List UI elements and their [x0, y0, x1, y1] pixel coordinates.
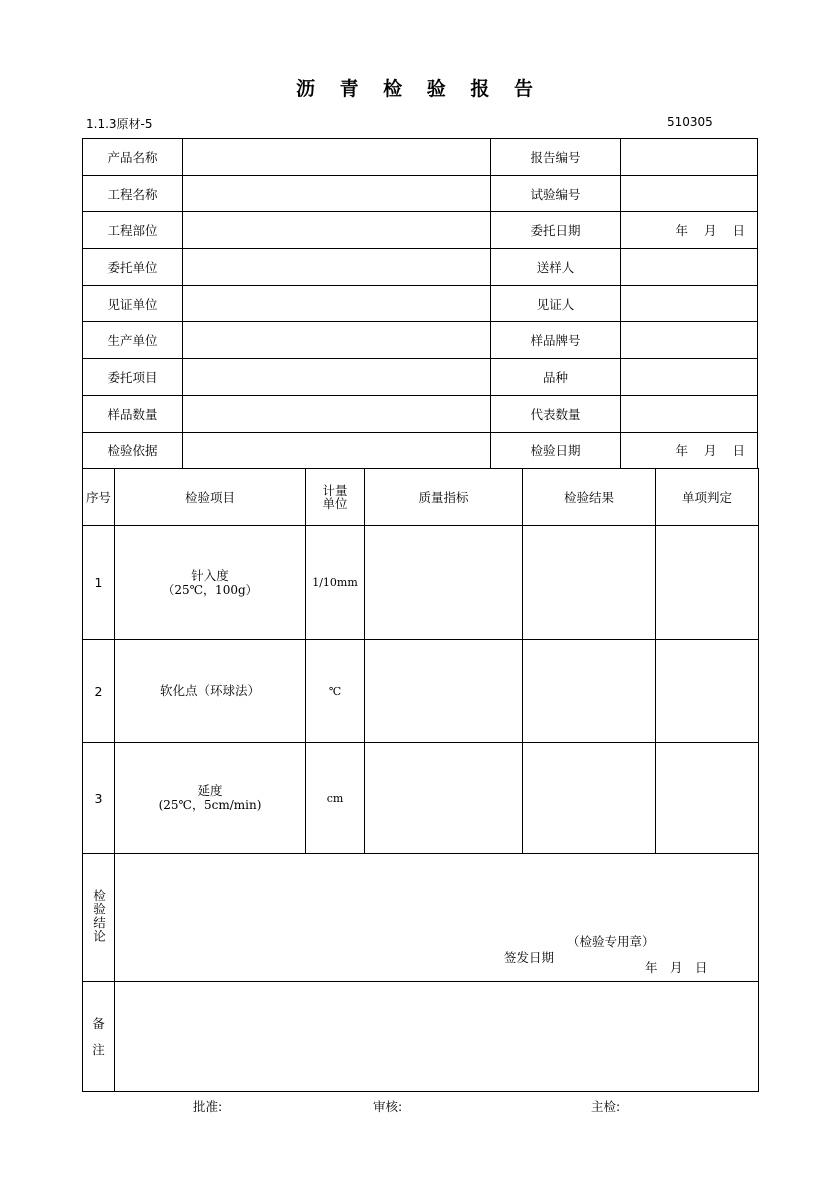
- info-label: 产品名称: [83, 139, 183, 176]
- info-label: 生产单位: [83, 322, 183, 359]
- day: 日: [732, 443, 745, 459]
- conclusion-label-cell: [83, 854, 115, 982]
- standard-field[interactable]: [365, 526, 523, 640]
- header-standard: 质量指标: [365, 469, 523, 526]
- test-row: [83, 526, 759, 640]
- remarks-field[interactable]: [115, 982, 759, 1092]
- info-value-field[interactable]: [183, 395, 491, 432]
- test-item: [115, 526, 306, 640]
- remarks-label-2: 注: [92, 1041, 105, 1057]
- info-row: [83, 212, 758, 249]
- conclusion-field[interactable]: [115, 854, 759, 982]
- info-row: [83, 139, 758, 176]
- info-value-field[interactable]: [621, 285, 758, 322]
- info-table: [82, 138, 758, 469]
- info-label: 见证人: [491, 285, 621, 322]
- conclusion-label: 检验结论: [91, 889, 107, 943]
- test-table: [82, 468, 759, 1092]
- info-label: 检验依据: [83, 432, 183, 469]
- standard-field[interactable]: [365, 640, 523, 743]
- test-item-condition: (25℃，5cm/min): [158, 798, 262, 812]
- header-result: 检验结果: [523, 469, 656, 526]
- info-value-field[interactable]: [183, 322, 491, 359]
- info-label: 代表数量: [491, 395, 621, 432]
- form-code: 1.1.3原材-5: [86, 117, 153, 131]
- info-row: [83, 322, 758, 359]
- month: 月: [703, 443, 717, 459]
- info-label: 报告编号: [491, 139, 621, 176]
- approve-label: 批准:: [193, 1099, 223, 1114]
- page-title: 沥 青 检 验 报 告: [295, 78, 543, 100]
- test-item-name: 针入度: [191, 567, 229, 583]
- test-unit: ℃: [306, 640, 365, 743]
- judgement-field[interactable]: [656, 526, 759, 640]
- info-value-field[interactable]: [183, 249, 491, 286]
- info-row: [83, 285, 758, 322]
- test-item-name: 延度: [197, 783, 223, 798]
- header-judgement: 单项判定: [656, 469, 759, 526]
- info-value-field[interactable]: [183, 175, 491, 212]
- date-field[interactable]: [621, 212, 758, 249]
- info-label: 试验编号: [491, 175, 621, 212]
- header-no: 序号: [83, 469, 115, 526]
- info-value-field[interactable]: [621, 322, 758, 359]
- info-label: 见证单位: [83, 285, 183, 322]
- result-field[interactable]: [523, 526, 656, 640]
- test-item: [115, 743, 306, 854]
- test-unit: 1/10mm: [306, 526, 365, 640]
- info-row: [83, 432, 758, 469]
- test-item: [115, 640, 306, 743]
- test-unit: cm: [306, 743, 365, 854]
- day: 日: [732, 223, 745, 239]
- inspector-label: 主检:: [591, 1099, 621, 1114]
- judgement-field[interactable]: [656, 640, 759, 743]
- info-label: 送样人: [491, 249, 621, 286]
- header-unit-1: 计量: [322, 483, 348, 498]
- info-row: [83, 359, 758, 396]
- header-unit-2: 单位: [322, 496, 348, 511]
- conclusion-row: [83, 854, 759, 982]
- info-label: 品种: [491, 359, 621, 396]
- info-label: 工程部位: [83, 212, 183, 249]
- header-unit: [306, 469, 365, 526]
- info-value-field[interactable]: [621, 395, 758, 432]
- info-label: 委托日期: [491, 212, 621, 249]
- info-value-field[interactable]: [183, 285, 491, 322]
- test-item-condition: （25℃，100g）: [162, 582, 258, 597]
- year: 年: [675, 223, 688, 239]
- info-row: [83, 175, 758, 212]
- judgement-field[interactable]: [656, 743, 759, 854]
- info-label: 委托单位: [83, 249, 183, 286]
- info-value-field[interactable]: [621, 359, 758, 396]
- info-value-field[interactable]: [621, 249, 758, 286]
- review-label: 审核:: [373, 1099, 403, 1114]
- info-label: 样品数量: [83, 395, 183, 432]
- stamp-text: （检验专用章）: [567, 934, 655, 949]
- test-row: [83, 743, 759, 854]
- info-row: [83, 395, 758, 432]
- month: 月: [703, 223, 717, 239]
- result-field[interactable]: [523, 640, 656, 743]
- info-value-field[interactable]: [183, 359, 491, 396]
- remarks-label-cell: [83, 982, 115, 1092]
- info-value-field[interactable]: [621, 175, 758, 212]
- test-item-name: 软化点（环球法）: [159, 683, 260, 698]
- test-row: [83, 640, 759, 743]
- header-item: 检验项目: [115, 469, 306, 526]
- test-header-row: [83, 469, 759, 526]
- info-label: 工程名称: [83, 175, 183, 212]
- remarks-label-1: 备: [92, 1015, 105, 1031]
- standard-field[interactable]: [365, 743, 523, 854]
- info-label: 委托项目: [83, 359, 183, 396]
- info-row: [83, 249, 758, 286]
- result-field[interactable]: [523, 743, 656, 854]
- info-value-field[interactable]: [183, 139, 491, 176]
- date-field[interactable]: [621, 432, 758, 469]
- issue-date-label: 签发日期: [504, 950, 555, 965]
- info-value-field[interactable]: [183, 212, 491, 249]
- doc-number: 510305: [667, 115, 713, 129]
- test-no: 3: [83, 743, 115, 854]
- test-no: 1: [83, 526, 115, 640]
- remarks-row: [83, 982, 759, 1092]
- test-no: 2: [83, 640, 115, 743]
- issue-date: 年 月 日: [645, 960, 708, 975]
- info-label: 样品牌号: [491, 322, 621, 359]
- year: 年: [675, 443, 688, 459]
- info-label: 检验日期: [491, 432, 621, 469]
- info-value-field[interactable]: [183, 432, 491, 469]
- info-value-field[interactable]: [621, 139, 758, 176]
